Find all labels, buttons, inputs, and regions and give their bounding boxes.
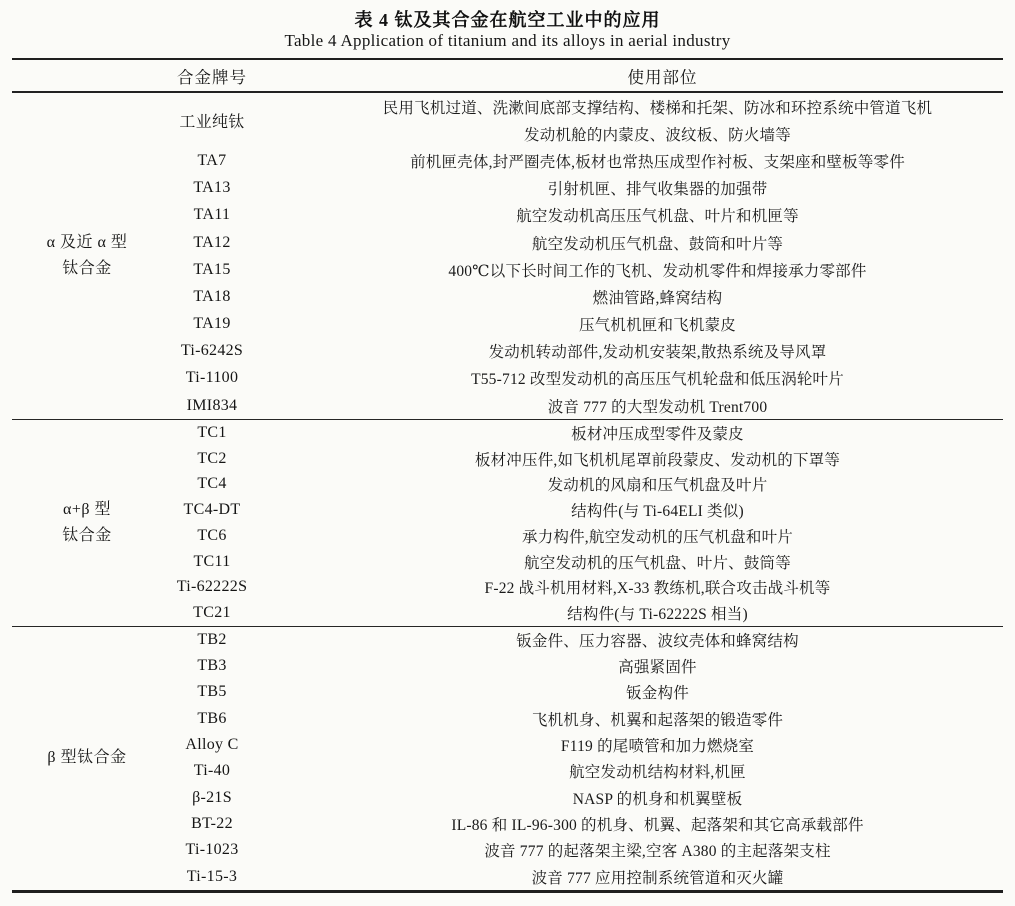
- usage-cell: 波音 777 应用控制系统管道和灭火罐: [531, 869, 784, 887]
- alloy-cell: Alloy C: [185, 736, 239, 754]
- alloy-cell: TA19: [193, 315, 231, 333]
- usage-cell: 燃油管路,蜂窝结构: [592, 289, 723, 307]
- header-usage-part: 使用部位: [627, 67, 698, 87]
- alloy-cell: TC21: [193, 603, 231, 621]
- applications-table: [12, 58, 1003, 893]
- alloy-cell: BT-22: [191, 814, 233, 832]
- usage-cell: 承力构件,航空发动机的压气机盘和叶片: [522, 528, 793, 546]
- usage-cell: 结构件(与 Ti-62222S 相当): [567, 605, 748, 623]
- alloy-cell: β-21S: [192, 788, 232, 806]
- category-label: 钛合金: [62, 260, 112, 278]
- usage-cell: 前机匣壳体,封严圈壳体,板材也常热压成型作衬板、支架座和壁板等零件: [410, 153, 905, 171]
- usage-cell: 高强紧固件: [618, 659, 697, 677]
- usage-cell: 航空发动机压气机盘、鼓筒和叶片等: [531, 235, 784, 253]
- table-body: [12, 93, 1003, 890]
- alloy-cell: TA18: [193, 287, 231, 305]
- alloy-cell: TA11: [193, 206, 231, 224]
- alloy-cell: Ti-1100: [185, 369, 239, 387]
- table-title-en: Table 4 Application of titanium and its alloys in aerial industry: [284, 31, 731, 50]
- alloy-cell: Ti-15-3: [186, 867, 238, 885]
- alloy-cell: TC4: [197, 475, 227, 493]
- category-cell: [12, 93, 144, 419]
- usage-cell: 400℃以下长时间工作的飞机、发动机零件和焊接承力零部件: [448, 262, 867, 280]
- alloy-cell: TA7: [197, 151, 227, 169]
- usage-cell: 发动机舱的内蒙皮、波纹板、防火墙等: [524, 126, 791, 144]
- usage-cell: IL-86 和 IL-96-300 的机身、机翼、起落架和其它高承载部件: [451, 816, 864, 834]
- header-alloy-grade: 合金牌号: [177, 67, 247, 87]
- category-cell: [12, 420, 144, 626]
- usage-cell: 波音 777 的大型发动机 Trent700: [547, 398, 768, 416]
- alloy-cell: TC6: [197, 526, 227, 544]
- category-label: α 及近 α 型: [46, 234, 128, 252]
- category-label: β 型钛合金: [47, 749, 127, 767]
- alloy-cell: Ti-62222S: [176, 578, 248, 596]
- usage-cell: F-22 战斗机用材料,X-33 教练机,联合攻击战斗机等: [484, 580, 831, 598]
- alloy-cell: TA15: [193, 260, 231, 278]
- usage-cell: 引射机匣、排气收集器的加强带: [547, 181, 768, 199]
- usage-cell: F119 的尾喷管和加力燃烧室: [560, 738, 755, 756]
- category-cell: [12, 627, 144, 890]
- usage-cell: 板材冲压成型零件及蒙皮: [571, 426, 744, 444]
- alloy-group: [12, 626, 1003, 890]
- alloy-cell: TA12: [193, 233, 231, 251]
- alloy-cell: TB2: [197, 630, 227, 648]
- usage-cell: T55-712 改型发动机的高压压气机轮盘和低压涡轮叶片: [471, 371, 844, 389]
- usage-cell: 波音 777 的起落架主梁,空客 A380 的主起落架支柱: [484, 843, 831, 861]
- alloy-cell: Ti-1023: [185, 841, 239, 859]
- alloy-cell: TB6: [197, 709, 227, 727]
- usage-cell: 板材冲压件,如飞机机尾罩前段蒙皮、发动机的下罩等: [474, 451, 841, 469]
- usage-cell: 飞机机身、机翼和起落架的锻造零件: [531, 711, 784, 729]
- alloy-cell: 工业纯钛: [179, 113, 245, 131]
- alloy-cell: TA13: [193, 179, 231, 197]
- usage-cell: NASP 的机身和机翼壁板: [572, 790, 743, 808]
- usage-cell: 航空发动机的压气机盘、叶片、鼓筒等: [524, 554, 791, 572]
- alloy-cell: Ti-40: [193, 762, 231, 780]
- usage-cell: 民用飞机过道、洗漱间底部支撑结构、楼梯和托架、防冰和环控系统中管道飞机: [382, 99, 933, 117]
- alloy-group: [12, 93, 1003, 419]
- table-header-row: [12, 60, 1003, 93]
- table-title-zh: 表 4 钛及其合金在航空工业中的应用: [354, 10, 661, 30]
- usage-cell: 航空发动机结构材料,机匣: [569, 764, 746, 782]
- usage-cell: 钣金件、压力容器、波纹壳体和蜂窝结构: [516, 632, 799, 650]
- usage-cell: 钣金构件: [626, 685, 689, 703]
- usage-cell: 结构件(与 Ti-64ELI 类似): [571, 503, 744, 521]
- category-label: 钛合金: [62, 527, 112, 544]
- usage-cell: 压气机机匣和飞机蒙皮: [578, 317, 736, 335]
- alloy-cell: IMI834: [186, 396, 238, 414]
- alloy-cell: TC4-DT: [183, 501, 241, 519]
- alloy-cell: TC2: [197, 449, 227, 467]
- alloy-cell: Ti-6242S: [180, 342, 244, 360]
- usage-cell: 发动机转动部件,发动机安装架,散热系统及导风罩: [488, 344, 827, 362]
- alloy-group: [12, 419, 1003, 626]
- alloy-cell: TB3: [197, 657, 227, 675]
- usage-cell: 航空发动机高压压气机盘、叶片和机匣等: [516, 208, 799, 226]
- usage-cell: 发动机的风扇和压气机盘及叶片: [547, 477, 768, 495]
- alloy-cell: TC11: [193, 552, 231, 570]
- category-label: α+β 型: [62, 501, 112, 518]
- alloy-cell: TB5: [197, 683, 227, 701]
- alloy-cell: TC1: [197, 424, 227, 442]
